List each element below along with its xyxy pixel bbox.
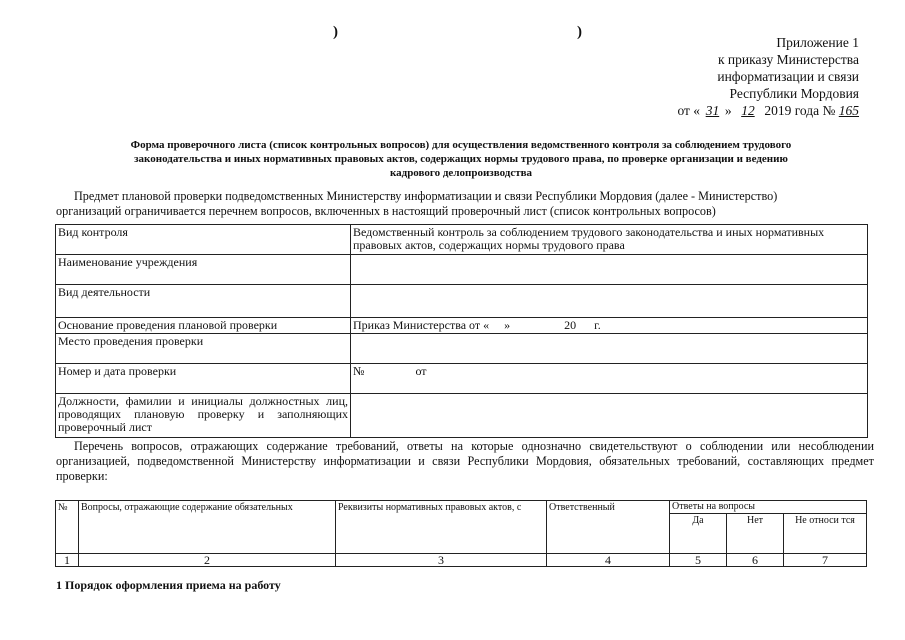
questions-header-row: [56, 501, 867, 514]
questions-table: [55, 500, 867, 567]
info-row: [56, 334, 868, 364]
list-intro-paragraph: [56, 439, 874, 484]
date-prefix: от «: [677, 103, 701, 118]
col-number: 2: [79, 554, 336, 567]
info-label: Основание проведения плановой проверки: [56, 318, 351, 334]
info-label: Наименование учреждения: [56, 255, 351, 285]
info-row: [56, 285, 868, 318]
header-yes: Да: [670, 514, 727, 554]
info-table: [55, 224, 868, 438]
title-line-2: законодательства и иных нормативных правовых актов, содержащих нормы трудового права, по проверке организации и ведению: [134, 153, 788, 165]
info-label: Место проведения проверки: [56, 334, 351, 364]
info-value[interactable]: [351, 285, 868, 318]
attachment-block: [677, 34, 859, 119]
info-value[interactable]: [351, 394, 868, 438]
info-value[interactable]: [351, 334, 868, 364]
title-line-3: кадрового делопроизводства: [389, 167, 533, 179]
attachment-line-3: информатизации и связи: [717, 69, 859, 84]
header-questions: Вопросы, отражающие содержание обязательных: [79, 501, 336, 554]
info-value[interactable]: № от: [351, 364, 868, 394]
info-row: [56, 394, 868, 438]
info-label: Вид деятельности: [56, 285, 351, 318]
col-number: 3: [336, 554, 547, 567]
header-requisites: Реквизиты нормативных правовых актов, с: [336, 501, 547, 554]
info-value[interactable]: Ведомственный контроль за соблюдением трудового законодательства и иных нормативных правовых актов, содержащих нормы трудового права: [351, 225, 868, 255]
info-row: [56, 225, 868, 255]
column-number-row: [56, 554, 867, 567]
col-number: 1: [56, 554, 79, 567]
date-mid: »: [724, 103, 732, 118]
info-label: Номер и дата проверки: [56, 364, 351, 394]
list-intro-text: Перечень вопросов, отражающих содержание требований, ответы на которые однозначно свидетельствуют о соблюдении или несоблюдении организацией, подведомственной Министерству информатизации и связи Республики Мордовия, обязательных требований, составляющих предмет проверки:: [56, 439, 874, 483]
header-answers: Ответы на вопросы: [670, 501, 867, 514]
info-row: [56, 364, 868, 394]
section-heading: 1 Порядок оформления приема на работу: [56, 578, 281, 592]
attachment-line-4: Республики Мордовия: [729, 86, 859, 101]
col-number: 6: [727, 554, 784, 567]
intro-line-1: Предмет плановой проверки подведомственных Министерству информатизации и связи Республики Мордовия (далее - Министерство): [74, 189, 778, 203]
col-number: 5: [670, 554, 727, 567]
header-no: Нет: [727, 514, 784, 554]
info-row: [56, 255, 868, 285]
attachment-line-1: Приложение 1: [776, 35, 859, 50]
info-value[interactable]: Приказ Министерства от « » 20 г.: [351, 318, 868, 334]
order-number: 165: [838, 103, 859, 118]
date-year: 2019 года №: [764, 103, 836, 118]
col-number: 7: [784, 554, 867, 567]
info-label: Должности, фамилии и инициалы должностных лиц, проводящих плановую проверку и заполняющих проверочный лист: [56, 394, 351, 438]
title-line-1: Форма проверочного листа (список контрольных вопросов) для осуществления ведомственного контроля за соблюдением трудового: [130, 139, 792, 151]
header-na: Не относи тся: [784, 514, 867, 554]
intro-paragraph: [56, 189, 876, 219]
date-day: 31: [705, 103, 720, 118]
col-number: 4: [547, 554, 670, 567]
header-num: №: [56, 501, 79, 554]
header-responsible: Ответственный: [547, 501, 670, 554]
header-paren-right: ): [577, 24, 582, 40]
attachment-line-2: к приказу Министерства: [717, 52, 859, 67]
attachment-date-line: [677, 102, 859, 119]
intro-line-2: организаций ограничивается перечнем вопросов, включенных в настоящий проверочный лист (список контрольных вопросов): [56, 204, 716, 218]
document-title: [52, 138, 870, 180]
info-value[interactable]: [351, 255, 868, 285]
header-paren-left: ): [333, 24, 338, 40]
info-label: Вид контроля: [56, 225, 351, 255]
info-row: [56, 318, 868, 334]
date-month: 12: [741, 103, 755, 118]
